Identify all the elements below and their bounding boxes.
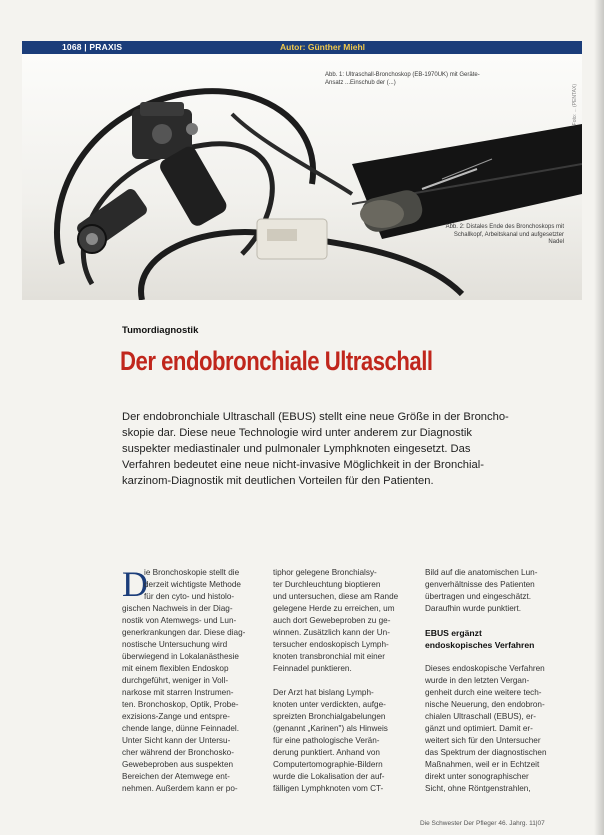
body-line: generkrankungen dar. Diese diag- [122,628,246,637]
body-line: Maßnahmen, weil er in Echtzeit [425,760,540,769]
body-line: chende lange, dünne Feinnadel. [122,724,239,733]
body-line: Sicht, ohne Röntgenstrahlen, [425,784,531,793]
body-line [273,675,415,687]
body-line: spreizten Bronchialgabelungen [273,712,386,721]
body-column-1 [122,564,263,795]
page-spine-shadow [594,0,604,835]
body-line: direkt unter sonographischer [425,772,529,781]
body-line: cher während der Bronchosko- [122,748,234,757]
body-line: derung punktiert. Anhand von [273,748,380,757]
body-line: wurde in den letzten Vergan- [425,676,530,685]
lead-line: suspekter mediastinaler und pulmonaler Lymphknoten eingesetzt. Das [122,443,471,455]
body-line: genverhältnisse des Patienten [425,580,535,589]
section-subhead: endoskopisches Verfahren [425,640,535,650]
body-column-3 [425,567,575,795]
article-title: Der endobronchiale Ultraschall [120,346,433,376]
bronchoscope-illustration [22,54,582,300]
lead-line: Der endobronchiale Ultraschall (EBUS) stellt eine neue Größe in der Broncho- [122,411,509,423]
body-line: Daraufhin wurde punktiert. [425,604,522,613]
body-line: knoten transbronchial mit einer [273,652,385,661]
body-line: auch dort Gewebeproben zu ge- [273,616,391,625]
product-photo [22,54,582,300]
page-footer: Die Schwester Der Pfleger 46. Jahrg. 11|07 [420,820,545,827]
page-header-bar [22,41,582,54]
body-line: ter Durchleuchtung bioptieren [273,580,381,589]
body-line: Der Arzt hat bislang Lymph- [273,688,374,697]
figure-caption-1: Abb. 1: Ultraschall-Bronchoskop (EB-1970UK) mit Geräte-Ansatz ...Einschub der (...) [325,72,480,86]
body-line: exzisions-Zange und entspre- [122,712,230,721]
body-line: Dieses endoskopische Verfahren [425,664,545,673]
body-line [425,651,575,663]
body-line: für eine pathologische Verän- [273,736,380,745]
body-line: für den cyto- und histolo- [144,592,235,601]
body-line: nehmen. Außerdem kann er po- [122,784,238,793]
body-line [425,615,575,627]
body-line: überwiegend in Lokalanästhesie [122,652,239,661]
body-line: tiphor gelegene Bronchialsy- [273,568,377,577]
body-line: fälligen Lymphknoten vom CT- [273,784,384,793]
author-label: Autor: Günther Miehl [280,42,365,52]
body-line: mit einem flexiblen Endoskop [122,664,229,673]
body-line: gelegene Herde zu erreichen, um [273,604,395,613]
lead-line: skopie dar. Diese neue Technologie wird unter anderem zur Diagnostik [122,427,472,439]
body-line: das Spektrum der diagnostischen [425,748,547,757]
section-subhead: EBUS ergänzt [425,628,482,638]
body-line: ie Bronchoskopie stellt die [144,568,240,577]
body-line: durchgeführt, weniger in Voll- [122,676,229,685]
body-column-2 [273,567,415,795]
body-line: Bereichen der Atemwege ent- [122,772,230,781]
body-line: Unter Sicht kann der Untersu- [122,736,231,745]
body-line: Bild auf die anatomischen Lun- [425,568,538,577]
body-line: Gewebeproben aus suspekten [122,760,234,769]
lead-line: Verfahren bedeutet eine neue nicht-invasive Möglichkeit in der Bronchial- [122,459,484,471]
article-lead [122,409,576,489]
body-line: und untersuchen, diese am Rande [273,592,399,601]
body-line: (genannt „Karinen") als Hinweis [273,724,388,733]
lead-line: karzinom-Diagnostik mit deutlichen Vorteilen für den Patienten. [122,475,434,487]
body-line: Computertomographie-Bildern [273,760,383,769]
article-kicker: Tumordiagnostik [122,325,199,336]
figure-caption-2: Abb. 2: Distales Ende des Bronchoskops mit Schallkopf, Arbeitskanal und aufgesetzter Nadel [445,224,564,246]
body-line: derzeit wichtigste Methode [144,580,241,589]
body-line: weitert sich für den Untersucher [425,736,541,745]
body-line: gänzt und optimiert. Damit er- [425,724,533,733]
body-line: übertragen und eingeschätzt. [425,592,532,601]
body-line: tersucher endoskopisch Lymph- [273,640,389,649]
body-line: nostik von Atemwegs- und Lun- [122,616,237,625]
body-line: winnen. Zusätzlich kann der Un- [273,628,390,637]
drop-cap: D [122,564,148,604]
body-line: narkose mit starren Instrumen- [122,688,234,697]
body-line: genheit durch eine weitere tech- [425,688,542,697]
body-line: Feinnadel punktieren. [273,664,352,673]
body-line: ten. Bronchoskop, Optik, Probe- [122,700,239,709]
body-line: wurde die Lokalisation der auf- [273,772,385,781]
body-line: nische Neuerung, den endobron- [425,700,545,709]
body-line: nostische Untersuchung wird [122,640,228,649]
body-line: chialen Ultraschall (EBUS), er- [425,712,537,721]
section-label: 1068 | PRAXIS [62,42,123,52]
body-line: knoten unter verdickten, aufge- [273,700,386,709]
body-line: gischen Nachweis in der Diag- [122,604,233,613]
photo-credit: Foto: ... (PENTAX) [572,84,578,126]
